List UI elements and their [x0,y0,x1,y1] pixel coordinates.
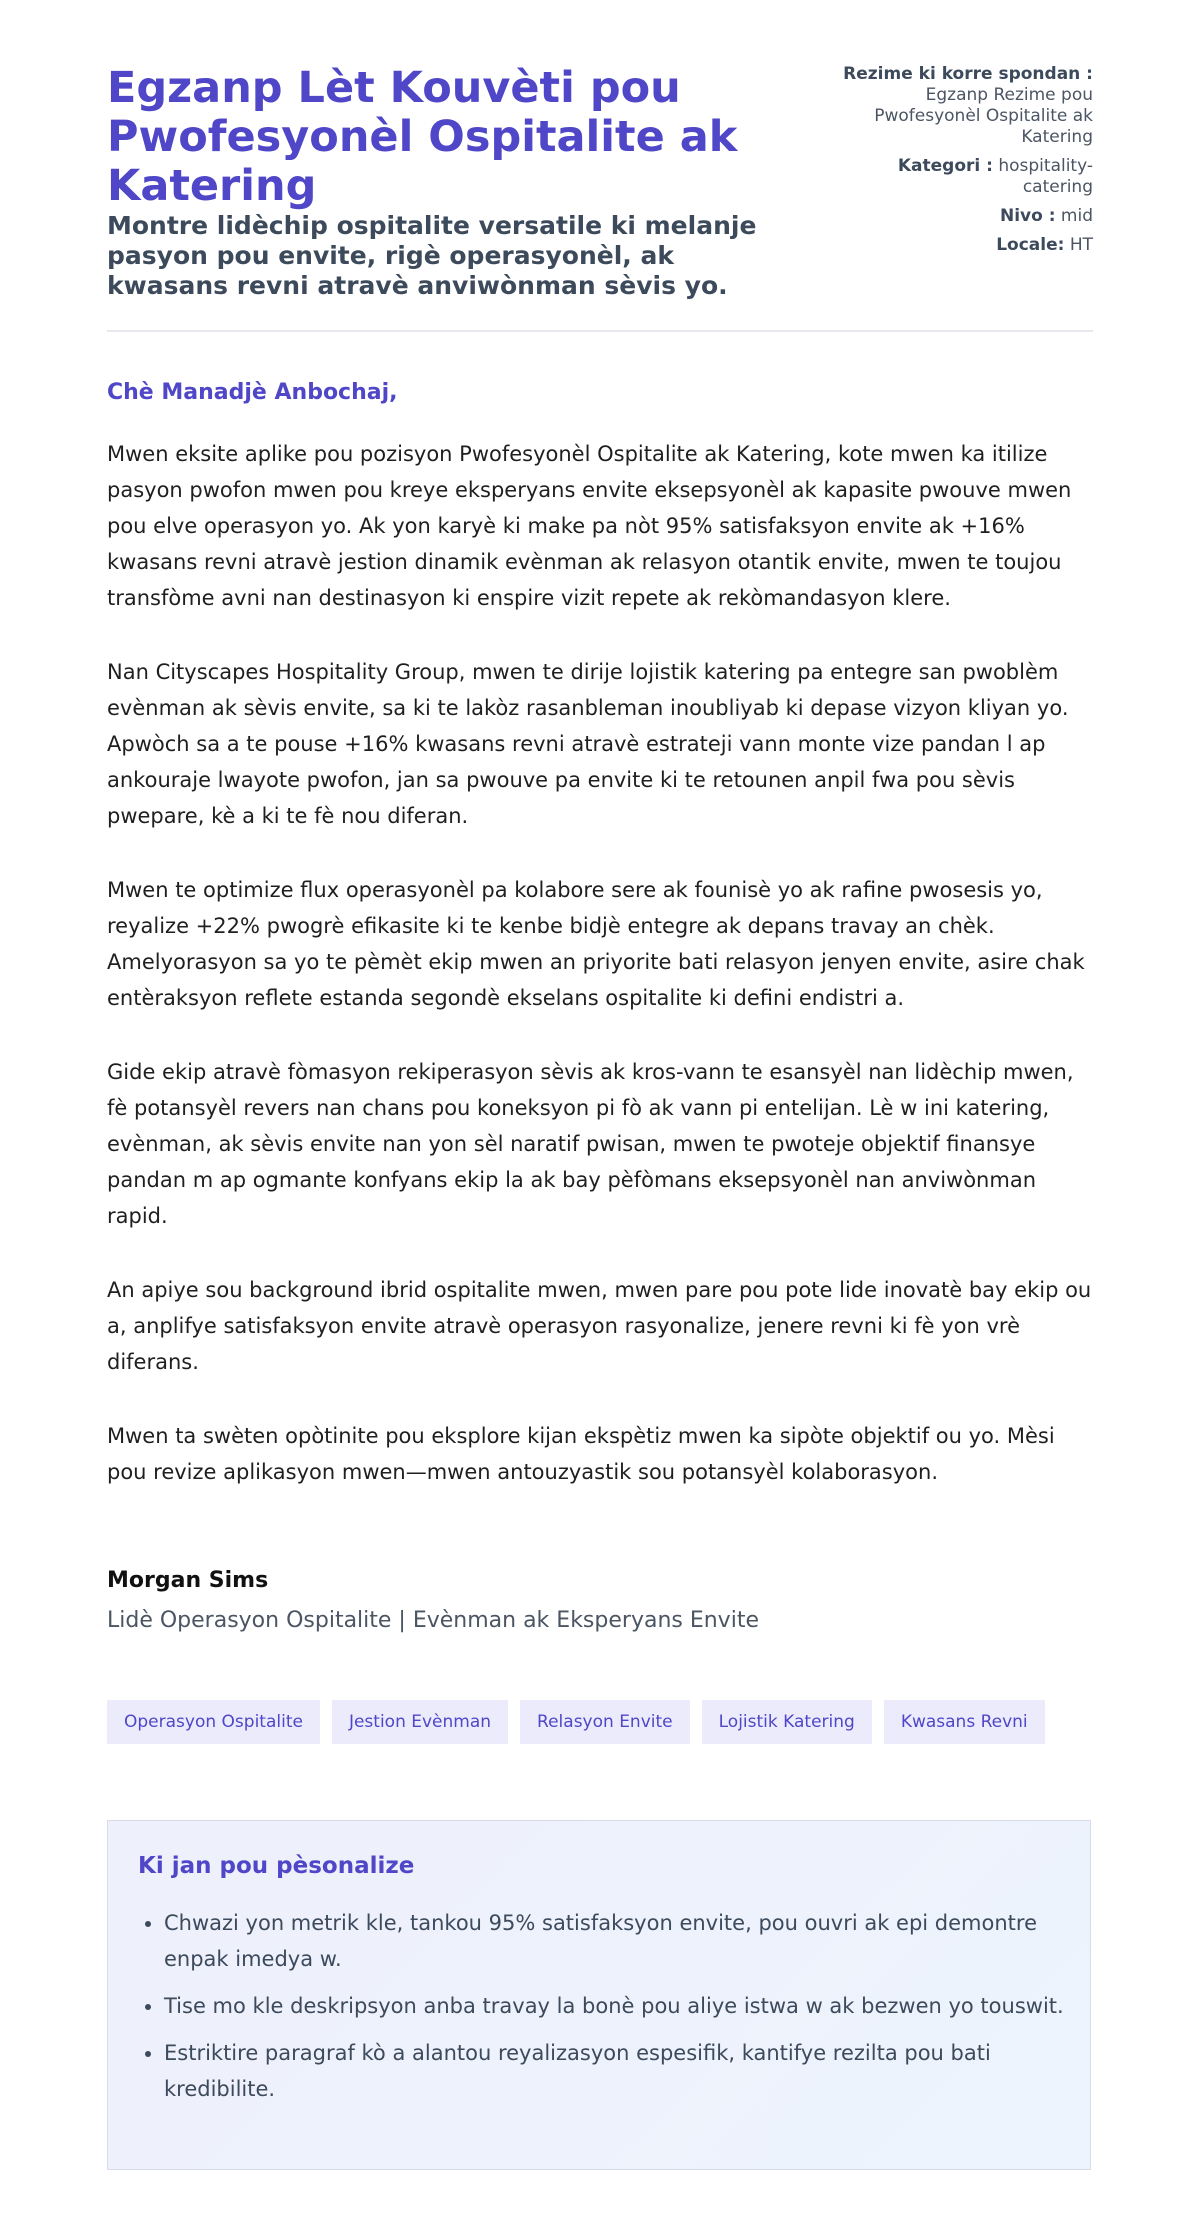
skill-tag: Relasyon Envite [520,1700,690,1744]
meta-level-value: mid [1060,206,1093,226]
meta-category-value: hospitality-catering [998,156,1093,197]
header-divider [107,330,1093,332]
meta-category-label: Kategori : [897,156,993,176]
meta-category [833,156,1093,198]
skill-tag: Lojistik Katering [702,1700,872,1744]
tip-item: • Tise mo kle deskripsyon anba travay la bonè pou aliye istwa w ak bezwen yo touswit. [164,1988,1064,2024]
meta-resume-value: Egzanp Rezime pou Pwofesyonèl Ospitalite ak Katering [874,85,1093,147]
letter-paragraph: Mwen te optimize flux operasyonèl pa kolabore sere ak founisè yo ak rafine pwosesis yo, reyalize +22% pwogrè efikasite ki te kenbe bidjè entegre ak depans travay an chèk. Amelyorasyon sa yo te pèmèt ekip mwen an priyorite bati relasyon jenyen envite, asire chak entèraksyon reflete estanda segondè ekselans ospitalite ki defini endistri a. [107,878,1085,1010]
customization-tips-box [107,1820,1091,2170]
letter-paragraph: An apiye sou background ibrid ospitalite mwen, mwen pare pou pote lide inovatè bay ekip ou a, anplifye satisfaksyon envite atravè operasyon rasyonalize, jenere revni ki fè yon vrè diferans. [107,1278,1092,1374]
meta-level [833,206,1093,227]
tips-list [138,1905,1064,2118]
skill-tag: Jestion Evènman [332,1700,508,1744]
letter-paragraph: Nan Cityscapes Hospitality Group, mwen te dirije lojistik katering pa entegre san pwoblèm evènman ak sèvis envite, sa ki te lakòz rasanbleman inoubliyab ki depase vizyon kliyan yo. Apwòch sa a te pouse +16% kwasans revni atravè estrateji vann monte vize pandan l ap ankouraje lwayote pwofon, jan sa pwouve pa envite ki te retounen anpil fwa pou sèvis pwepare, kè a ki te fè nou diferan. [107,660,1069,828]
letter-paragraph: Mwen ta swèten opòtinite pou eksplore kijan ekspètiz mwen ka sipòte objektif ou yo. Mèsi pou revize aplikasyon mwen—mwen antouzyastik sou potansyèl kolaborasyon. [107,1424,1055,1484]
signature-name: Morgan Sims [107,1568,269,1593]
skill-tag: Kwasans Revni [884,1700,1045,1744]
skill-tags [107,1700,1045,1744]
meta-level-label: Nivo : [999,206,1056,226]
tip-item: • Estriktire paragraf kò a alantou reyalizasyon espesifik, kantifye rezilta pou bati kredibilite. [164,2035,1064,2107]
page-title: Egzanp Lèt Kouvèti pou Pwofesyonèl Ospitalite ak Katering [107,63,738,211]
salutation: Chè Manadjè Anbochaj, [107,380,398,405]
signature-title: Lidè Operasyon Ospitalite | Evènman ak Eksperyans Envite [107,1608,759,1633]
page-subtitle: Montre lidèchip ospitalite versatile ki melanje pasyon pou envite, rigè operasyonèl, ak kwasans revni atravè anviwònman sèvis yo. [107,211,757,300]
tip-item: • Chwazi yon metrik kle, tankou 95% satisfaksyon envite, pou ouvri ak epi demontre enpak imedya w. [164,1905,1064,1977]
skill-tag: Operasyon Ospitalite [107,1700,320,1744]
meta-resume [833,64,1093,148]
meta-locale-label: Locale: [996,235,1065,255]
meta-locale [833,235,1093,256]
meta-panel [833,64,1093,264]
meta-resume-label: Rezime ki korre spondan : [843,64,1093,84]
letter-body [107,436,1097,1528]
header [107,64,1093,301]
letter-paragraph: Mwen eksite aplike pou pozisyon Pwofesyonèl Ospitalite ak Katering, kote mwen ka itilize pasyon pwofon mwen pou kreye eksperyans envite eksepsyonèl ak kapasite pwouve mwen pou elve operasyon yo. Ak yon karyè ki make pa nòt 95% satisfaksyon envite ak +16% kwasans revni atravè jestion dinamik evènman ak relasyon otantik envite, mwen te toujou transfòme avni nan destinasyon ki enspire vizit repete ak rekòmandasyon klere. [107,442,1072,610]
letter-paragraph: Gide ekip atravè fòmasyon rekiperasyon sèvis ak kros-vann te esansyèl nan lidèchip mwen, fè potansyèl revers nan chans pou koneksyon pi fò ak vann pi entelijan. Lè w ini katering, evènman, ak sèvis envite nan yon sèl naratif pwisan, mwen te pwoteje objektif finansye pandan m ap ogmante konfyans ekip la ak bay pèfòmans eksepsyonèl nan anviwònman rapid. [107,1060,1074,1228]
tips-title: Ki jan pou pèsonalize [138,1853,415,1879]
meta-locale-value: HT [1069,235,1093,255]
